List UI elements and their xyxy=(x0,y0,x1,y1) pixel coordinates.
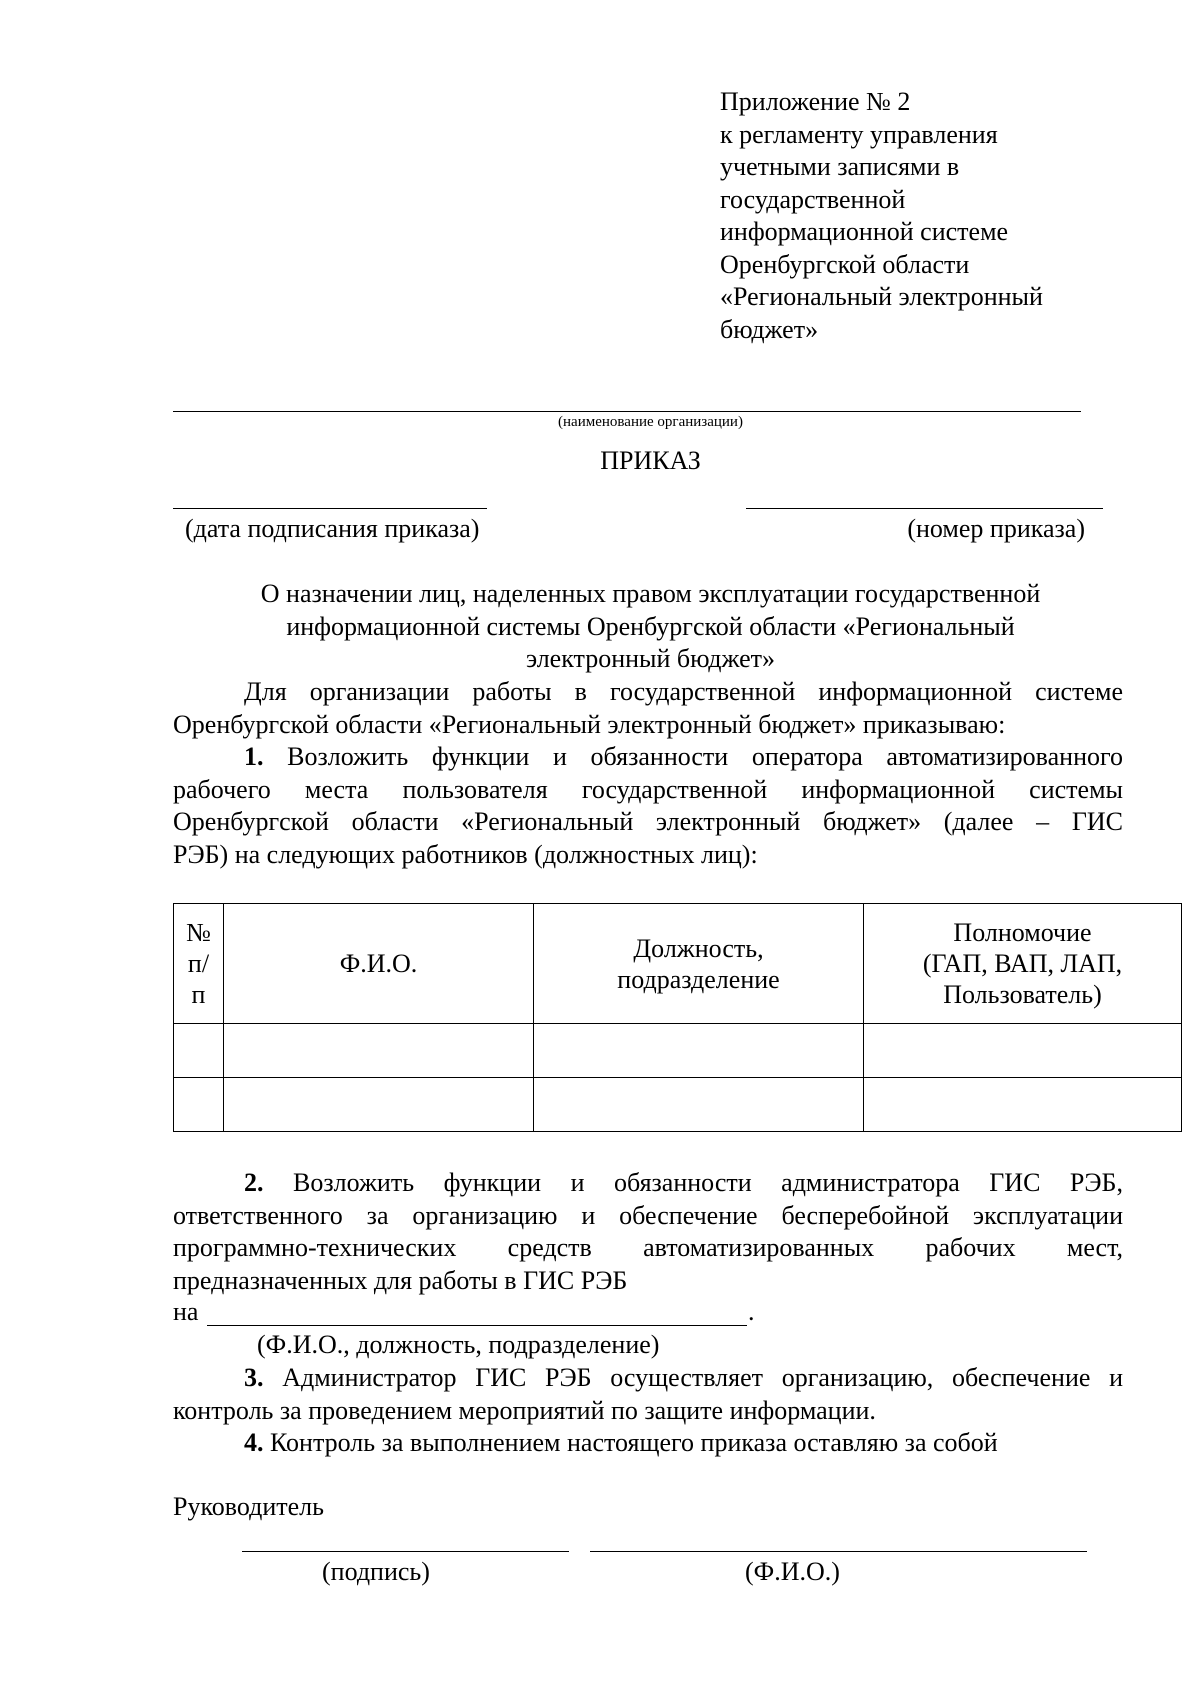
org-name-line xyxy=(173,411,1081,412)
item-1-paragraph xyxy=(173,741,1123,871)
table-cell xyxy=(174,1078,224,1132)
item-text: Оренбургской области «Региональный электронный бюджет» (далее – ГИС xyxy=(173,807,1123,836)
operators-table xyxy=(173,903,1182,1132)
head-label: Руководитель xyxy=(173,1492,324,1521)
table-cell xyxy=(174,1024,224,1078)
appendix-line: к регламенту управления xyxy=(720,119,998,149)
appendix-line: учетными записями в xyxy=(720,152,960,181)
header-number: № п/ п xyxy=(174,904,224,1024)
subject-line: О назначении лиц, наделенных правом эксплуатации государственной xyxy=(260,579,1041,608)
order-subject xyxy=(173,578,1128,676)
subject-line: электронный бюджет» xyxy=(526,644,775,673)
item-text: Администратор ГИС РЭБ осуществляет организацию, обеспечение и xyxy=(282,1363,1124,1392)
intro-paragraph xyxy=(173,676,1123,741)
appendix-line: «Региональный электронный xyxy=(720,282,1043,311)
item-text: РЭБ) на следующих работников (должностных лиц): xyxy=(173,839,758,869)
signature-line xyxy=(242,1551,569,1552)
header-authority: Полномочие (ГАП, ВАП, ЛАП, Пользователь) xyxy=(864,904,1182,1024)
header-fio: Ф.И.О. xyxy=(224,904,534,1024)
number-caption: (номер приказа) xyxy=(907,514,1085,543)
table-cell xyxy=(534,1078,864,1132)
item-3-paragraph xyxy=(173,1362,1123,1427)
item-number: 1. xyxy=(244,742,264,771)
intro-line: Оренбургской области «Региональный электронный бюджет» приказываю: xyxy=(173,709,1006,739)
item-number: 4. xyxy=(244,1428,264,1457)
administrator-caption: (Ф.И.О., должность, подразделение) xyxy=(257,1330,660,1359)
item-text: ответственного за организацию и обеспечение бесперебойной эксплуатации xyxy=(173,1200,1123,1230)
appendix-block xyxy=(720,86,1043,346)
name-line xyxy=(590,1551,1087,1552)
item-text: рабочего места пользователя государственной информационной системы xyxy=(173,774,1123,804)
number-line xyxy=(746,508,1103,509)
subject-line: информационной системы Оренбургской области «Региональный xyxy=(286,611,1015,641)
item-text: Возложить функции и обязанности администратора ГИС РЭБ, xyxy=(293,1168,1123,1197)
appendix-line: государственной xyxy=(720,184,906,214)
header-position: Должность, подразделение xyxy=(534,904,864,1024)
appendix-line: информационной системе xyxy=(720,217,1009,246)
order-title: ПРИКАЗ xyxy=(600,446,701,475)
name-caption: (Ф.И.О.) xyxy=(745,1557,840,1586)
item-text: Контроль за выполнением настоящего приказа оставляю за собой xyxy=(270,1428,998,1457)
item-number: 2. xyxy=(244,1168,264,1197)
item-2-paragraph xyxy=(173,1167,1123,1297)
administrator-line xyxy=(207,1325,747,1326)
item-text: Возложить функции и обязанности оператора автоматизированного xyxy=(287,742,1124,771)
table-cell xyxy=(224,1024,534,1078)
table-header-row xyxy=(174,904,1182,1024)
appendix-line: Оренбургской области xyxy=(720,249,970,279)
org-name-caption: (наименование организации) xyxy=(558,414,743,430)
table-cell xyxy=(534,1024,864,1078)
item-number: 3. xyxy=(244,1363,264,1392)
date-line xyxy=(173,508,487,509)
signature-caption: (подпись) xyxy=(322,1557,430,1586)
table-row xyxy=(174,1024,1182,1078)
appendix-line: Приложение № 2 xyxy=(720,87,911,116)
item-text: программно-технических средств автоматизированных рабочих мест, xyxy=(173,1233,1123,1262)
item-text: контроль за проведением мероприятий по защите информации. xyxy=(173,1395,876,1425)
table-cell xyxy=(864,1078,1182,1132)
table-row xyxy=(174,1078,1182,1132)
date-caption: (дата подписания приказа) xyxy=(185,514,480,543)
table-cell xyxy=(224,1078,534,1132)
table-cell xyxy=(864,1024,1182,1078)
appendix-line: бюджет» xyxy=(720,314,819,344)
na-label: на xyxy=(173,1297,199,1326)
item-4-paragraph xyxy=(173,1427,1123,1460)
item-text: предназначенных для работы в ГИС РЭБ xyxy=(173,1265,628,1295)
period: . xyxy=(748,1297,755,1326)
intro-line: Для организации работы в государственной информационной системе xyxy=(244,677,1123,706)
